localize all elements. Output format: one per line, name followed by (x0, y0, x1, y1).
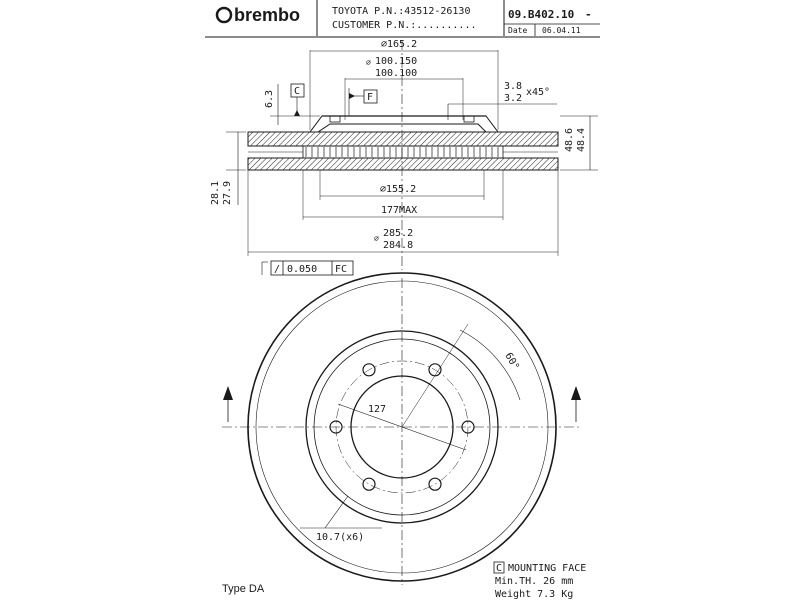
dim-outer-symbol: ∅ (374, 234, 379, 243)
revision-mark: - (585, 8, 592, 21)
section-arrow-right (571, 386, 581, 422)
dim-177-max: 177MAX (381, 205, 418, 216)
brembo-logo-mark (217, 8, 231, 22)
min-thickness: Min.TH. 26 mm (495, 576, 574, 587)
datum-f-label: F (367, 92, 374, 103)
section-arrow-left (223, 386, 233, 422)
runout-symbol: / (274, 264, 281, 275)
dim-height-max: 48.6 (564, 127, 575, 152)
date-value: 06.04.11 (542, 26, 581, 35)
dim-outer-max: 285.2 (383, 228, 414, 239)
brand-logo-text: brembo (234, 5, 301, 25)
chamfer-dim-a: 3.8 (504, 81, 523, 92)
part-number: 09.B402.10 (508, 8, 575, 21)
chamfer-angle: x45° (526, 87, 551, 98)
dim-bore-min: 100.100 (375, 68, 418, 79)
mounting-face-text: MOUNTING FACE (508, 563, 587, 574)
date-label: Date (508, 26, 528, 35)
type-label: Type DA (222, 583, 265, 595)
dim-thickness-max: 28.1 (210, 180, 221, 205)
section-view (210, 39, 598, 275)
dim-hub-outer: ∅165.2 (381, 39, 418, 50)
dim-bore-max: 100.150 (375, 56, 418, 67)
front-view (222, 273, 582, 585)
chamfer-dim-b: 3.2 (504, 93, 523, 104)
datum-c-label: C (294, 86, 301, 97)
weight: Weight 7.3 Kg (495, 589, 574, 600)
oem-part-number: TOYOTA P.N.:43512-26130 (332, 6, 471, 17)
customer-part-number: CUSTOMER P.N.:.......... (332, 20, 477, 31)
angle-label: 60° (502, 351, 521, 373)
lower-friction-plate (248, 158, 558, 170)
hub-hat-profile (310, 116, 498, 132)
dim-height-min: 48.4 (576, 127, 587, 152)
dim-thickness-min: 27.9 (222, 180, 233, 205)
bolt-hole (363, 478, 375, 490)
bore-diameter-symbol: ∅ (366, 58, 371, 67)
mounting-marker: C (496, 563, 503, 574)
vane-pattern (306, 147, 498, 157)
dim-height-offset: 6.3 (264, 89, 275, 108)
title-block (205, 0, 600, 37)
runout-datum: FC (335, 264, 348, 275)
upper-friction-plate (248, 132, 558, 146)
cooling-vanes (303, 146, 503, 158)
runout-value: 0.050 (287, 264, 318, 275)
dim-outer-min: 284.8 (383, 240, 414, 251)
holes-label: 10.7(x6) (316, 532, 365, 543)
dim-inner-diameter: ∅155.2 (380, 184, 417, 195)
pcd-label: 127 (368, 404, 387, 415)
